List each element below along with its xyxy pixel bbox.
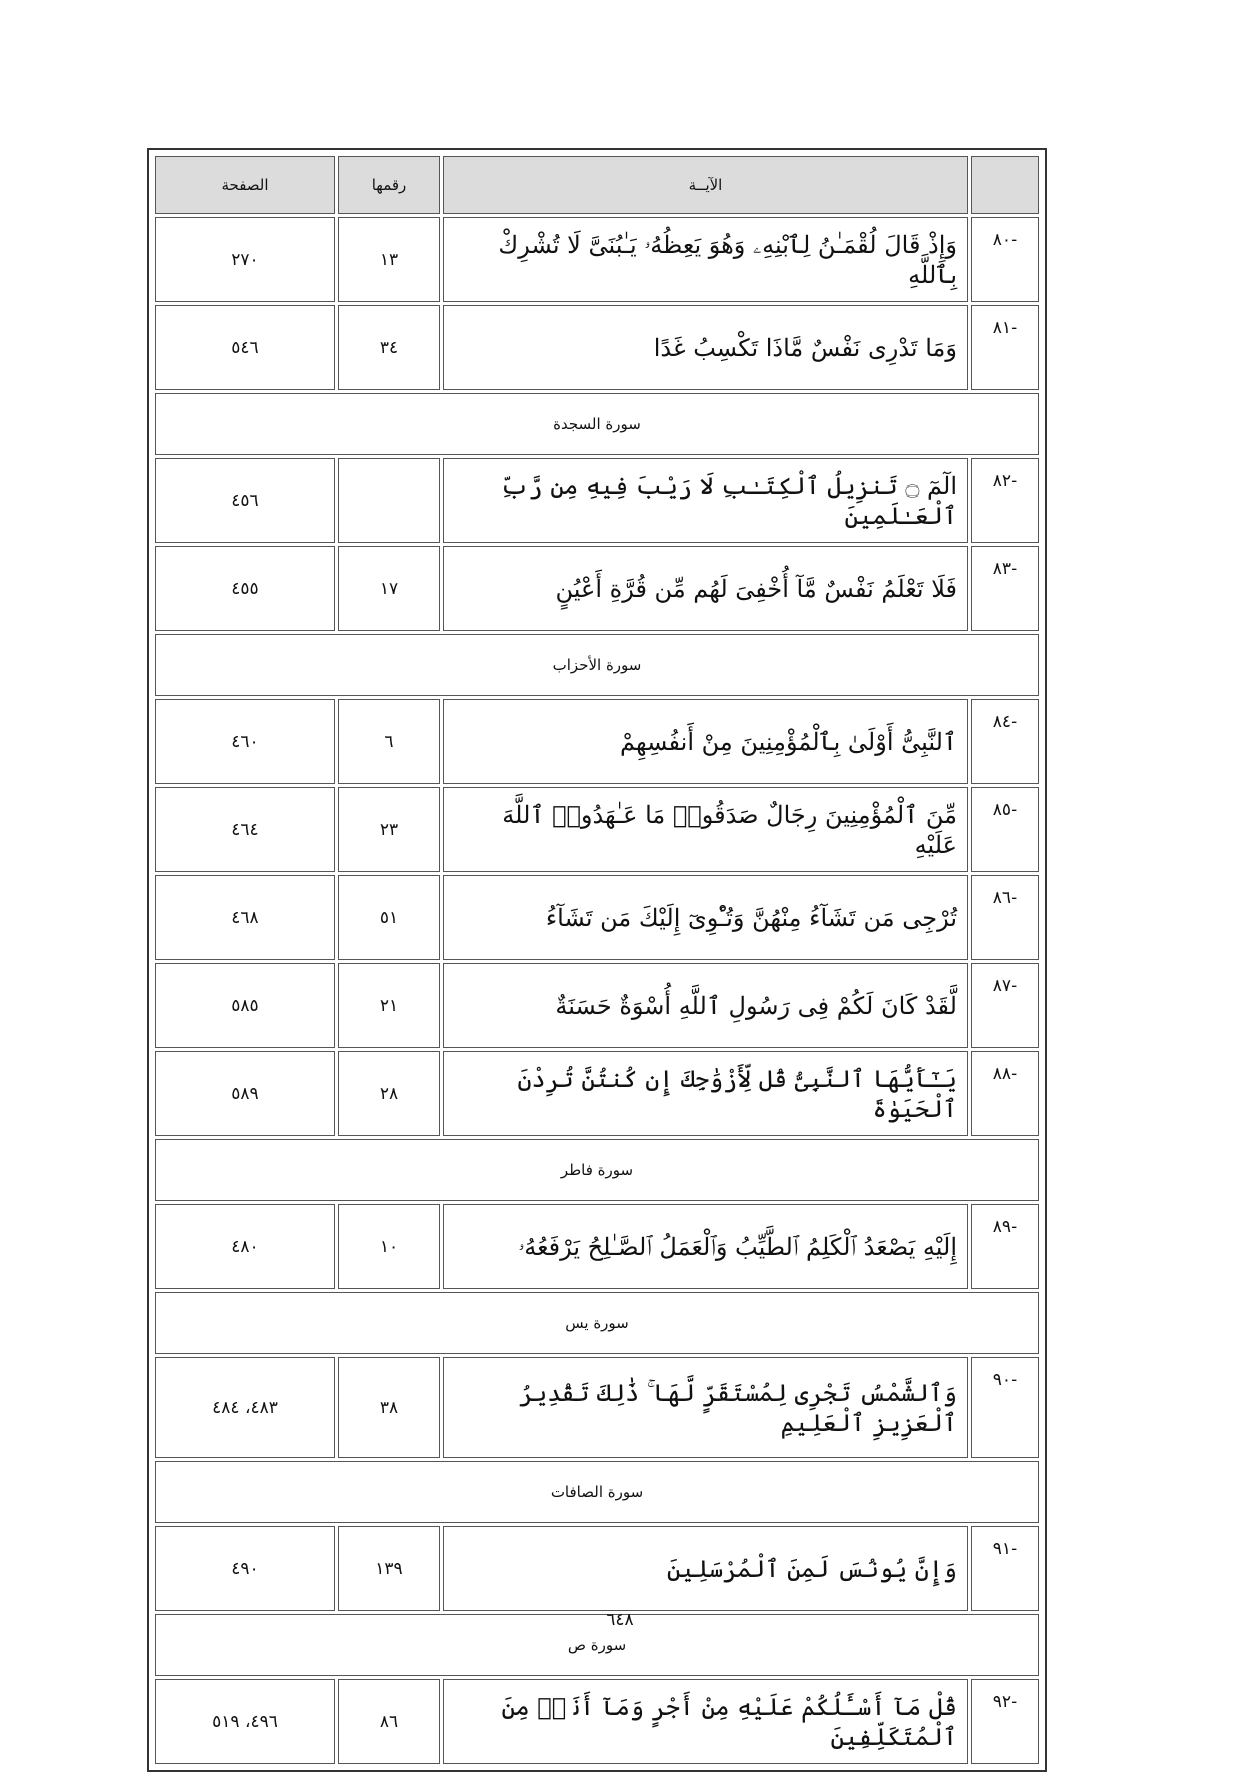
surah-title: سورة ص bbox=[155, 1614, 1039, 1676]
verse-raqm: ٨٦ bbox=[338, 1679, 440, 1764]
verse-row bbox=[155, 1679, 1039, 1764]
verse-text: مِّنَ ٱلْمُؤْمِنِينَ رِجَالٌ صَدَقُوا۟ مَا عَـٰهَدُوا۟ ٱللَّهَ عَلَيْهِ bbox=[443, 787, 968, 872]
verse-row bbox=[155, 217, 1039, 302]
header-raqm: رقمها bbox=[338, 156, 440, 214]
verse-text: تُرْجِى مَن تَشَآءُ مِنْهُنَّ وَتُـْٔوِىٓ إِلَيْكَ مَن تَشَآءُ bbox=[443, 875, 968, 960]
verse-raqm: ١٣٩ bbox=[338, 1526, 440, 1611]
verse-page: ٤٥٥ bbox=[155, 546, 335, 631]
verse-number: -٨٨ bbox=[971, 1051, 1039, 1136]
verse-number: -٩٢ bbox=[971, 1679, 1039, 1764]
verse-text: ٱلنَّبِىُّ أَوْلَىٰ بِٱلْمُؤْمِنِينَ مِنْ أَنفُسِهِمْ bbox=[443, 699, 968, 784]
header-aya: الآيــة bbox=[443, 156, 968, 214]
verse-page: ٤٨٠ bbox=[155, 1204, 335, 1289]
surah-heading-row bbox=[155, 393, 1039, 455]
verse-raqm: ٢٨ bbox=[338, 1051, 440, 1136]
verse-text: وَإِنَّ يُونُسَ لَمِنَ ٱلْمُرْسَلِينَ bbox=[443, 1526, 968, 1611]
verse-page: ٥٤٦ bbox=[155, 305, 335, 390]
verse-number: -٨٠ bbox=[971, 217, 1039, 302]
verse-page: ٥٨٩ bbox=[155, 1051, 335, 1136]
verse-raqm bbox=[338, 458, 440, 543]
verse-row bbox=[155, 1526, 1039, 1611]
verse-text: قُلْ مَآ أَسْـَٔلُكُمْ عَلَيْهِ مِنْ أَجْرٍ وَمَآ أَنَا۠ مِنَ ٱلْمُتَكَلِّفِينَ bbox=[443, 1679, 968, 1764]
verse-text: وَٱلشَّمْسُ تَجْرِى لِمُسْتَقَرٍّ لَّهَا ۚ ذَٰلِكَ تَقْدِيرُ ٱلْعَزِيزِ ٱلْعَلِيمِ bbox=[443, 1357, 968, 1458]
verse-row bbox=[155, 787, 1039, 872]
verse-row bbox=[155, 963, 1039, 1048]
verse-raqm: ٣٨ bbox=[338, 1357, 440, 1458]
verse-raqm: ٦ bbox=[338, 699, 440, 784]
verse-page: ٤٩٦، ٥١٩ bbox=[155, 1679, 335, 1764]
verse-row bbox=[155, 1204, 1039, 1289]
surah-heading-row bbox=[155, 634, 1039, 696]
verse-row bbox=[155, 875, 1039, 960]
verse-number: -٨٦ bbox=[971, 875, 1039, 960]
verse-text: يَـٰٓأَيُّهَا ٱلنَّبِىُّ قُل لِّأَزْوَٰجِكَ إِن كُنتُنَّ تُرِدْنَ ٱلْحَيَوٰةَ bbox=[443, 1051, 968, 1136]
verse-number: -٨٣ bbox=[971, 546, 1039, 631]
surah-heading-row bbox=[155, 1461, 1039, 1523]
header-page: الصفحة bbox=[155, 156, 335, 214]
verse-raqm: ٣٤ bbox=[338, 305, 440, 390]
verse-page: ٤٦٨ bbox=[155, 875, 335, 960]
page-number: ٦٤٨ bbox=[606, 1610, 634, 1630]
surah-title: سورة السجدة bbox=[155, 393, 1039, 455]
table-header-row bbox=[155, 156, 1039, 214]
surah-heading-row bbox=[155, 1139, 1039, 1201]
verse-number: -٨٧ bbox=[971, 963, 1039, 1048]
verse-text: فَلَا تَعْلَمُ نَفْسٌ مَّآ أُخْفِىَ لَهُم مِّن قُرَّةِ أَعْيُنٍ bbox=[443, 546, 968, 631]
verse-raqm: ١٧ bbox=[338, 546, 440, 631]
verse-number: -٨١ bbox=[971, 305, 1039, 390]
verse-number: -٨٤ bbox=[971, 699, 1039, 784]
verse-row bbox=[155, 305, 1039, 390]
verse-text: وَمَا تَدْرِى نَفْسٌ مَّاذَا تَكْسِبُ غَدًا bbox=[443, 305, 968, 390]
verse-row bbox=[155, 546, 1039, 631]
verse-page: ٤٩٠ bbox=[155, 1526, 335, 1611]
verse-page: ٤٥٦ bbox=[155, 458, 335, 543]
verse-page: ٢٧٠ bbox=[155, 217, 335, 302]
verse-text: لَّقَدْ كَانَ لَكُمْ فِى رَسُولِ ٱللَّهِ أُسْوَةٌ حَسَنَةٌ bbox=[443, 963, 968, 1048]
verse-raqm: ٢١ bbox=[338, 963, 440, 1048]
index-table-frame bbox=[147, 148, 1047, 1772]
verse-raqm: ٢٣ bbox=[338, 787, 440, 872]
verse-index-table bbox=[152, 153, 1042, 1767]
surah-heading-row bbox=[155, 1292, 1039, 1354]
verse-row bbox=[155, 699, 1039, 784]
verse-number: -٨٥ bbox=[971, 787, 1039, 872]
surah-title: سورة الأحزاب bbox=[155, 634, 1039, 696]
verse-text: إِلَيْهِ يَصْعَدُ ٱلْكَلِمُ ٱلطَّيِّبُ وَٱلْعَمَلُ ٱلصَّـٰلِحُ يَرْفَعُهُۥ bbox=[443, 1204, 968, 1289]
verse-text: وَإِذْ قَالَ لُقْمَـٰنُ لِٱبْنِهِۦ وَهُوَ يَعِظُهُۥ يَـٰبُنَىَّ لَا تُشْرِكْ بِٱللَّهِ bbox=[443, 217, 968, 302]
verse-page: ٤٦٤ bbox=[155, 787, 335, 872]
verse-row bbox=[155, 1357, 1039, 1458]
surah-title: سورة فاطر bbox=[155, 1139, 1039, 1201]
verse-number: -٩٠ bbox=[971, 1357, 1039, 1458]
verse-row bbox=[155, 458, 1039, 543]
surah-title: سورة يس bbox=[155, 1292, 1039, 1354]
header-number bbox=[971, 156, 1039, 214]
verse-raqm: ١٣ bbox=[338, 217, 440, 302]
verse-page: ٤٨٣، ٤٨٤ bbox=[155, 1357, 335, 1458]
surah-title: سورة الصافات bbox=[155, 1461, 1039, 1523]
verse-page: ٥٨٥ bbox=[155, 963, 335, 1048]
verse-number: -٨٩ bbox=[971, 1204, 1039, 1289]
verse-raqm: ١٠ bbox=[338, 1204, 440, 1289]
verse-page: ٤٦٠ bbox=[155, 699, 335, 784]
verse-text: الٓمٓ ۝ تَنزِيلُ ٱلْكِتَـٰبِ لَا رَيْبَ فِيهِ مِن رَّبِّ ٱلْعَـٰلَمِينَ bbox=[443, 458, 968, 543]
verse-raqm: ٥١ bbox=[338, 875, 440, 960]
verse-number: -٨٢ bbox=[971, 458, 1039, 543]
verse-number: -٩١ bbox=[971, 1526, 1039, 1611]
verse-row bbox=[155, 1051, 1039, 1136]
